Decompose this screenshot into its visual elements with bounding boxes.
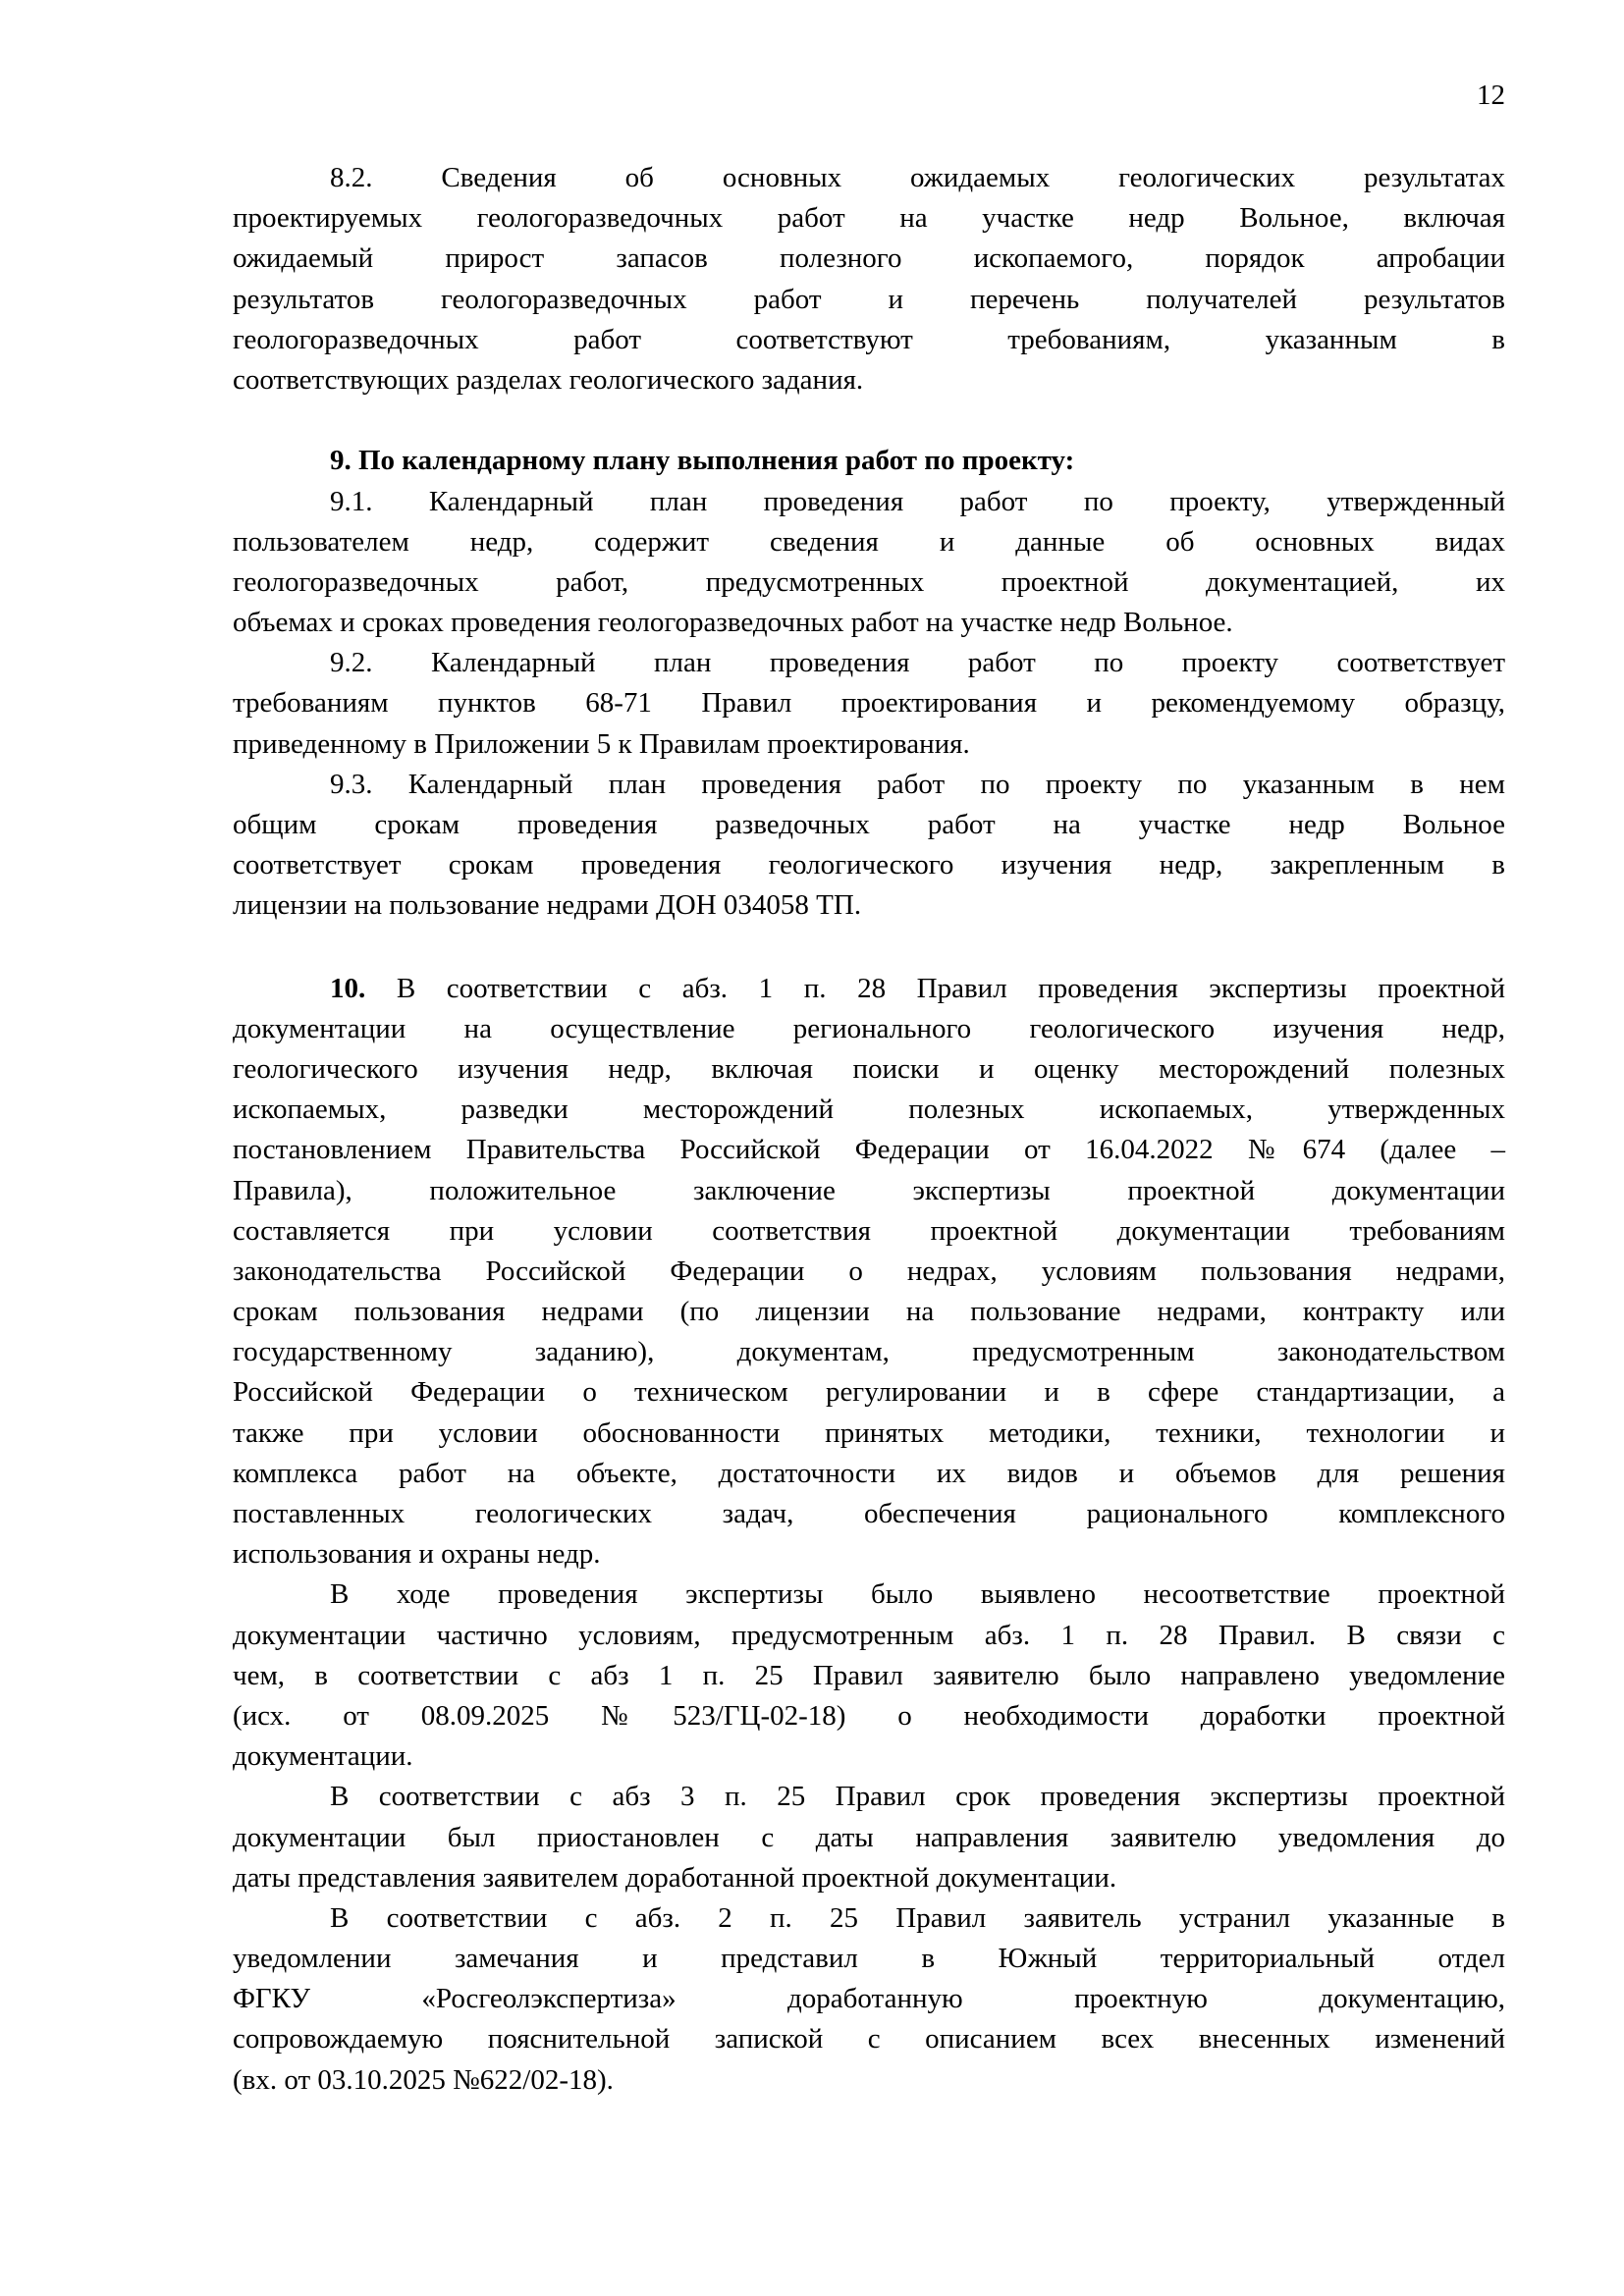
text-line: 9.3. Календарный план проведения работ по проекту по указанным в нем bbox=[330, 768, 1505, 800]
text-line: соответствует срокам проведения геологического изучения недр, закрепленным в bbox=[233, 849, 1505, 881]
text-line: документации частично условиям, предусмотренным абз. 1 п. 28 Правил. В связи с bbox=[233, 1619, 1505, 1651]
text-line: чем, в соответствии с абз 1 п. 25 Правил заявителю было направлено уведомление bbox=[233, 1659, 1505, 1691]
spacer bbox=[233, 400, 1505, 441]
text-line: поставленных геологических задач, обеспечения рационального комплексного bbox=[233, 1498, 1505, 1529]
text-line: документации. bbox=[233, 1740, 413, 1773]
section-heading-9: 9. По календарному плану выполнения работ по проекту: bbox=[330, 445, 1075, 477]
text-line: ФГКУ «Росгеолэкспертиза» доработанную проектную документацию, bbox=[233, 1983, 1505, 2015]
text-line: общим срокам проведения разведочных работ на участке недр Вольное bbox=[233, 809, 1505, 840]
section-number-10: 10. bbox=[330, 972, 366, 1004]
text-line: В соответствии с абз 3 п. 25 Правил срок проведения экспертизы проектной bbox=[330, 1781, 1505, 1813]
text-line: результатов геологоразведочных работ и перечень получателей результатов bbox=[233, 283, 1505, 315]
text-line: ожидаемый прирост запасов полезного ископаемого, порядок апробации bbox=[233, 242, 1505, 275]
text-line bbox=[233, 969, 1505, 1009]
text-line: Правила), положительное заключение экспертизы проектной документации bbox=[233, 1174, 1505, 1206]
text-line: В ходе проведения экспертизы было выявлено несоответствие проектной bbox=[330, 1578, 1505, 1611]
text-line: постановлением Правительства Российской Федерации от 16.04.2022 №674 (далее – bbox=[233, 1134, 1505, 1166]
text-line: проектируемых геологоразведочных работ на участке недр Вольное, включая bbox=[233, 202, 1505, 235]
text-line: В соответствии с абз. 2 п. 25 Правил заявитель устранил указанные в bbox=[330, 1901, 1505, 1934]
text-line: срокам пользования недрами (по лицензии на пользование недрами, контракту или bbox=[233, 1296, 1505, 1328]
page-number: 12 bbox=[1477, 80, 1505, 111]
text-line: также при условии обоснованности принятых методики, техники, технологии и bbox=[233, 1416, 1505, 1449]
text-line: 8.2. Сведения об основных ожидаемых геологических результатах bbox=[330, 162, 1505, 193]
paragraph-findings bbox=[233, 1575, 1505, 1777]
text-line: геологического изучения недр, включая поиски и оценку месторождений полезных bbox=[233, 1052, 1505, 1085]
text-line: документации был приостановлен с даты направления заявителю уведомления до bbox=[233, 1821, 1505, 1853]
paragraph-suspension bbox=[233, 1777, 1505, 1898]
paragraph-9-2 bbox=[233, 643, 1505, 765]
text-line: (исх. от 08.09.2025 №523/ГЦ-02-18) о необходимости доработки проектной bbox=[233, 1699, 1505, 1732]
text-line: комплекса работ на объекте, достаточности их видов и объемов для решения bbox=[233, 1457, 1505, 1489]
text-line: использования и охраны недр. bbox=[233, 1538, 601, 1571]
document-body bbox=[233, 158, 1505, 2101]
text-line: геологоразведочных работ соответствуют требованиям, указанным в bbox=[233, 323, 1505, 355]
paragraph-9-3 bbox=[233, 765, 1505, 927]
text-line: даты представления заявителем доработанной проектной документации. bbox=[233, 1861, 1117, 1894]
text-line: составляется при условии соответствия проектной документации требованиям bbox=[233, 1214, 1505, 1247]
text-line: ископаемых, разведки месторождений полезных ископаемых, утвержденных bbox=[233, 1094, 1505, 1126]
text-line: геологоразведочных работ, предусмотренных проектной документацией, их bbox=[233, 565, 1505, 598]
paragraph-9-1 bbox=[233, 482, 1505, 644]
paragraph-8-2 bbox=[233, 158, 1505, 400]
text-fragment: В соответствии с абз. 1 п. 28 Правил проведения экспертизы проектной bbox=[365, 972, 1505, 1004]
text-line: приведенному в Приложении 5 к Правилам проектирования. bbox=[233, 727, 970, 760]
text-line: законодательства Российской Федерации о недрах, условиям пользования недрами, bbox=[233, 1255, 1505, 1287]
text-line: 9.1. Календарный план проведения работ по проекту, утвержденный bbox=[330, 485, 1505, 517]
text-line: сопровождаемую пояснительной запиской с описанием всех внесенных изменений bbox=[233, 2023, 1505, 2056]
text-line: государственному заданию), документам, предусмотренным законодательством bbox=[233, 1336, 1505, 1368]
text-line: пользователем недр, содержит сведения и данные об основных видах bbox=[233, 525, 1505, 558]
text-line: (вх. от 03.10.2025 №622/02-18). bbox=[233, 2063, 614, 2096]
text-line: соответствующих разделах геологического задания. bbox=[233, 363, 864, 396]
paragraph-resolution bbox=[233, 1898, 1505, 2101]
text-line: документации на осуществление регионального геологического изучения недр, bbox=[233, 1012, 1505, 1044]
text-line: требованиям пунктов 68-71 Правил проектирования и рекомендуемому образцу, bbox=[233, 687, 1505, 720]
text-line: 9.2. Календарный план проведения работ по проекту соответствует bbox=[330, 647, 1505, 679]
paragraph-10 bbox=[233, 969, 1505, 1575]
spacer bbox=[233, 927, 1505, 969]
text-line: лицензии на пользование недрами ДОН 034058 ТП. bbox=[233, 889, 862, 922]
text-line: уведомлении замечания и представил в Южный территориальный отдел bbox=[233, 1943, 1505, 1975]
text-line: Российской Федерации о техническом регулировании и в сфере стандартизации, а bbox=[233, 1376, 1505, 1409]
text-line: объемах и сроках проведения геологоразведочных работ на участке недр Вольное. bbox=[233, 607, 1233, 639]
